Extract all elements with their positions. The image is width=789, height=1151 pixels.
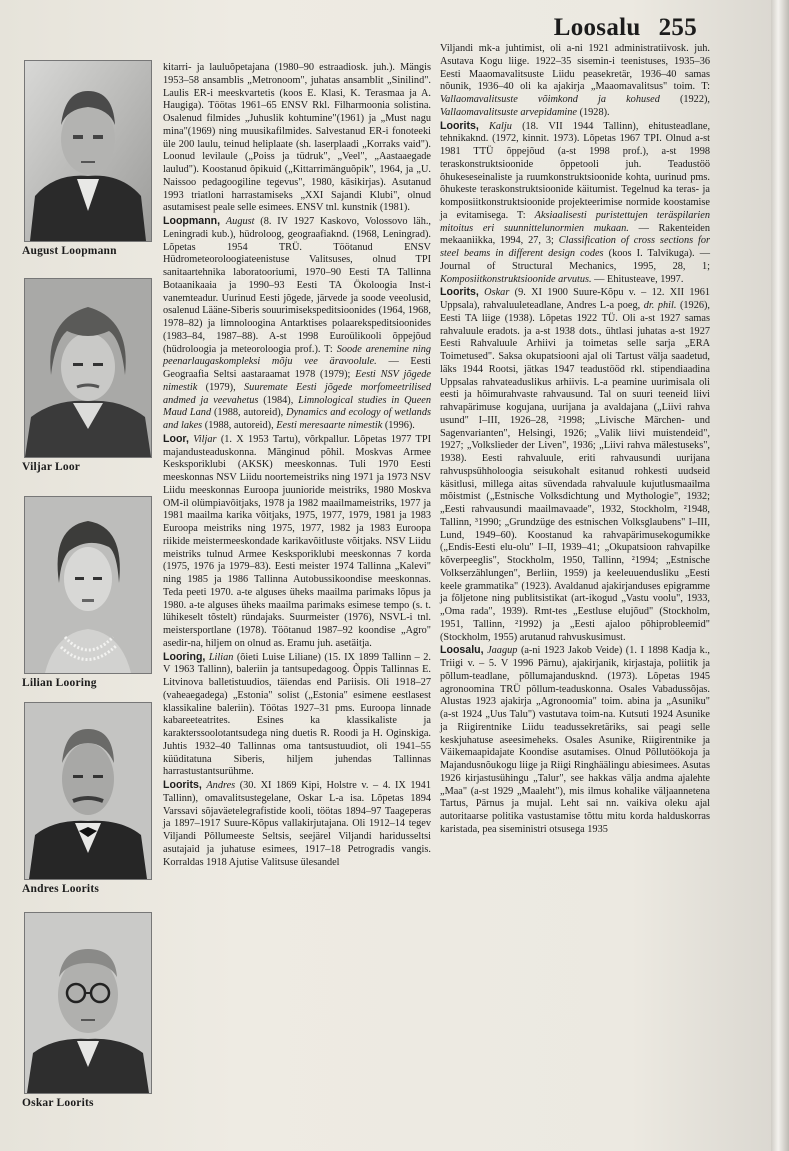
portrait-viljar-loor	[22, 278, 154, 473]
portrait-august-loopmann	[22, 60, 154, 257]
entry-text: (1984),	[263, 394, 294, 406]
portrait-oskar-loorits	[22, 912, 154, 1109]
entry-work: Komposiitkonstruktsioonide arvutus.	[440, 273, 592, 285]
entry-headword: Loosalu,	[440, 644, 484, 657]
entry-degree: dr. phil.	[643, 300, 677, 311]
entry-body: (30. XI 1869 Kipi, Holstre v. – 4. IX 1941 Tallinn), omavalitsustegelane, Oskar L-a isa. Lõpetas 1894 Varssavi sõjaväetelegrafistide kooli, töötas 1894–97 Taageperas ja 1897–1917 Suure-Kõpus vallakirjutajana. Oli 1912–14 tegev Viljandi Põllumeeste Seltsis, seejärel Viljandi haridusseltsi asutajaid ja juhatuse esimees, 1917–18 Petrogradis vangis. Korraldas 1918 Ajutise Valitsuse ülesandel	[163, 780, 431, 868]
entry-text: (1928).	[579, 106, 610, 118]
entry-forename: August	[225, 216, 255, 227]
entry-headword: Loor,	[163, 432, 189, 445]
portrait-caption: Viljar Loor	[22, 461, 81, 473]
portrait-photo	[24, 496, 152, 674]
entry-work: Vallaomavalitsuste võimkond ja kohused	[440, 94, 660, 105]
entry-text: (1996).	[384, 420, 415, 431]
entry-work: Dynamics and ecology of wetlands and lakes	[163, 407, 431, 431]
entry-headword: Loorits,	[163, 779, 202, 791]
entry-headword: Loopmann,	[163, 215, 221, 227]
portrait-caption: Lilian Looring	[22, 677, 97, 689]
entry-work: Classification of cross sections for steel beams in different design codes	[440, 235, 710, 259]
running-header	[554, 14, 697, 42]
header-title: Loosalu	[553, 14, 641, 41]
entry-headword: Looring,	[163, 650, 206, 663]
portrait-caption: Oskar Loorits	[22, 1097, 94, 1109]
portrait-caption: Andres Loorits	[22, 883, 100, 895]
entry-work: Limnological studies in Queen Maud Land	[163, 394, 431, 419]
entry-body: (a-ni 1923 Jakob Veide) (1. I 1898 Kadja k., Triigi v. – 5. V 1996 Pärnu), ajakirjanik, kirjastaja, poliitik ja põllum-teadlane, põllumajandusknd. (1973). Lõpetas 1945 agronoomina TRÜ põllum-teaduskonna. Osales Vabadussõjas. Alustas 1923 ajakirja „Agronoomia" toim. abina ja „Asuniku" (a-st 1924 „Uus Talu") vastutava toim-na. Kutsuti 1924 Asunike ja Riigirentnike Liidu teadussekretäriks, sai peagi selle keskjuhatuse aseesimeheks. Osales Asunike, Riigirentnike ja Väikemaapidajate Koondise asutamises. Olnud Põllutöökoja ja Majandusnõukogu liige ja Riigi Ringhäälingu abiesimees. Asutas 1926 kirjastusühingu „Talur", see hakkas välja andma ajalehte „Maa" (a-st 1929 „Maaleht"), mis ilmus kohalike väljaannetena Tartus, Pärnus ja mujal. Leht sai nn. vaikiva oleku ajal autoritaarse politika vastustamise tõttu mitu korda halduskorras karistada, pea siseministri otsusega 1935	[440, 645, 710, 835]
entry-work: Eesti NSV jõgede nimestik	[163, 369, 431, 393]
portrait-lilian-looring	[22, 496, 154, 689]
entry-forename: Viljar	[193, 433, 217, 445]
entry-headword: Loorits,	[440, 286, 479, 299]
entry-loorits-andres	[163, 779, 431, 869]
entry-body: (õieti Luise Liliane) (15. IX 1899 Tallinn – 2. V 1963 Tallinn), baleriin ja tantsupedagoog. Õppis Tallinnas E. Litvinova balletistuudios, täiendas end Pariisis. Oli 1918–27 (vaheaegadega) „Estonia" solist („Estonia" esimene eestlasest klassikaline baleriin). Töötas 1927–31 pms. Euroopa linnade kabareeteatrites. Esines ka klassikaliste ja karakterssoolotantsudega ning duetis R. Roodi ja H. Oginskiga. Juhtis 1932–40 Tallinnas oma tantsustuudiot, oli 1941–55 küüditatuna Siberis, hiljem juhendas Tallinnas harrastustantsurühme.	[163, 651, 431, 778]
entry-body: (18. VII 1944 Tallinn), ehitusteadlane, tehnikaknd. (1972, kinnit. 1973). Lõpetas 1967 TPI. Olnud a-st 1981 TTÜ õppejõud (a-st 1998 prof.), a-st 1998 teraskonstruktsioonide õppetooli juh. Teadustöö õhukeseseinaliste ja ruumkonstruktsioonide kohta, uurinud pms. õhukeste teraskonstruktsioonide käitumist. Tegelnud ka teras- ja komposiitkonstruktsioonide projekteerimise normide koostamise ja evitamisega. T:	[440, 120, 711, 221]
entry-forename: Lilian	[208, 651, 234, 663]
entry-loopmann-august	[163, 215, 431, 433]
entry-work: Eesti meresaarte nimestik	[276, 420, 383, 431]
page-number: 255	[658, 14, 697, 41]
entry-text: — Ehitusteave, 1997.	[594, 273, 684, 285]
entry-text: Viljandi mk-a juhtimist, oli a-ni 1921 administratiivosk. juh. Asutava Kogu liige. 1922–35 sisemin-i teenistuses, 1935–36 Eesti Maaomavalitsuste Liidu peasekretär, 1936–40 samas nõunik, 1936–40 oli ka ajakirja „Maaomavalitsus" toim. T:	[440, 43, 710, 93]
entry-loorits-kalju	[440, 120, 710, 287]
portrait-photo	[24, 912, 152, 1094]
entry-headword: Loorits,	[440, 119, 479, 132]
entry-body: (9. XI 1900 Suure-Kõpu v. – 12. XII 1961 Uppsala), rahvaluuleteadlane, Andres L-a poeg,	[440, 287, 711, 311]
portrait-caption: August Loopmann	[22, 245, 117, 257]
portrait-photo	[24, 702, 152, 880]
entry-forename: Jaagup	[487, 645, 518, 657]
entry-text: — Rakenteiden mekaaniikka, 1994, 27, 3;	[440, 222, 710, 247]
entry-body: (8. IV 1927 Kaskovo, Volossovo läh., Leningradi kub.), hüdroloog, geograafiaknd. (1968, Leningrad). Lõpetas 1954 TRÜ. Töötanud ENSV Hüdrometeoroloogiateenistuse Valitsuses, olnud TPI sanitaartehnika laboratooriumi, 1970–90 Eesti TA Tallinna Botaanikaaia ja 1990–93 Eesti TA Ökoloogia Inst-i vanemteadur. Uurinud Eesti jõgede, järvede ja soode veeolusid, osalenud Lääne-Siberis souurimisekspeditsioonides (1964, 1968, 1978–82) ja limnoloogina Antarktises polaarekspeditsioonides (1983–84, 1987–88). A-st 1998 Euroülikooli õppejõud (hüdroloogia ja meteoroloogia prof.). T:	[163, 216, 432, 355]
portrait-photo	[24, 278, 152, 458]
entry-body: (1. X 1953 Tartu), võrkpallur. Lõpetas 1977 TPI majandusteaduskonna. Mänginud põhil. Moskvas Armee Kesksporiklubi (AKSK) meeskonnas. Tuli 1970 Eesti meeskonnas NSV Liidu noortemeistriks ning 1971 ja 1973 NSV Liidu meeskonnas Euroopa juunioride meistriks, 1980 Moskva OM-il olümpiavõitjaks, 1978 ja 1982 maailmameistriks, 1977 ja 1981 maailma karika võitjaks, 1975, 1977, 1979, 1981 ja 1983 Euroopa meistriks ning 1975, 1977, 1982 ja 1983 Euroopa riikide meistermeeskondade karikavõitluste võitjaks. NSV Liidu meistriks tulnud Armee Kesksporiklubi meeskonnas 7 korda (1975, 1976 ja 1979–83). Eesti meister 1974 Tallinna „Kalevi" ning 1985 ja 1986 Tallinna Autobussikoondise meeskonnas. Teda peeti 1970. a-te alguses üheks maailma parimaks lõpus ja 1980. a-te alguses üheks maailma parimaks esimese tempo (s. t. lühikeselt tõstelt) ründajaks. Suurmeister (1976), NSVL-i tnl. meistersportlane (1978). Töötanud 1987–92 koondise „Agro" asedir-na, hiljem on olnud as. Eramu juh. asetäitja.	[163, 433, 431, 649]
entry-looring-lilian	[163, 651, 431, 780]
entry-work: Soode arenemine ning peenarlaugaskompleksi mõju vee äravoolule.	[163, 343, 432, 368]
entry-body: (1926), Eesti TA liige (1938). Lõpetas 1922 TÜ. Oli a-st 1927 samas rahvaluule eradots. ja a-st 1938 dots., ühtlasi juhatas a-st 1927 Eesti Rahvaluule Arhiivi ja toimetas selle sarja „ERA Toimetused". Saksa okupatsiooni ajal oli Tartust välja saadetud, läks 1944 Rootsi, jätkas 1947 teadustööd rkl. stipendiaadina Uppsalas rahvateaduslikus arhiivis. L-a peamine uurimisala oli eesti ja hõimurahvaste rahvausund. Tal on suuri teeneid liivi rahvapärimuse kogujana, uurijana ja avaldajana („Liivi rahva usund" I–III, 1926–28, ²1998; „Livische Märchen- und Sagenvarianten", Helsingi, 1926; „Valik liivi muistendeid", 1927; „Volkslieder der Liven", 1936; „Liivi rahva mälestuseks", 1938). Eesti rahvaluule, eriti rahvausundi uurijana rahvuspsühholoogia seisukohalt esitanud rohkesti uudseid käsitlusi, millega aitas süvendada rahvaluule kujutlusmaailma mõistmist („Estnische Volksdichtung und Mythologie", 1932; „Eesti rahvausundi maailmavaade", 1932, Stockholm, ²1948, Tallinn, ³1990; „Grundzüge des estnischen Volksglaubens" I–III, Lund, 1949–60). Koostanud ka rahvapärimusekogumikke („Endis-Eesti elu-olu" I–II, 1939–41; „Okupatsioon rahvapilke kõverpeeglis", Stockholm, 1950, Tallinn, ²1994; „Estnische Volkserzählungen", Berliin, 1959) ja keeleuuendusliku „Eesti keele grammatika" (1923). Avaldanud ajakirjanduses epigramme ja fõljetone ning publitsistikat (art-ikogud „Vastu voolu", 1933, „Oma rada", 1939). Rmt-tes „Eestluse elujõud" (Stockholm, 1951, Tallinn, ²1992) ja „Eesti ajaloo põhiprobleemid" (Stockholm, 1955) arutanud rahvuskusimust.	[440, 300, 711, 643]
entry-forename: Kalju	[489, 120, 512, 132]
entry-work: Aksiaalisesti puristettujen teräspilarien mitoitus eri suunnittelunormien mukaan.	[440, 209, 710, 234]
text-column-2	[440, 43, 710, 837]
entry-loorits-oskar	[440, 286, 710, 644]
entry-continuation: kitarri- ja lauluõpetajana (1980–90 estraadiosk. juh.). Mängis 1953–58 ansamblis „Metronoom", juhatas ansamblit „Sinilind". Laulis ER-i meeskvartetis (koos E. Klasi, K. Terasmaa ja A. Haugiga). Töötas 1961–65 ENSV Rkl. Filharmoonia solistina. Osalenud filmides „Juhuslik kohtumine"(1961) ja „Must nagu mina"(1969) ning muusikafilmides. Salvestanud ER-i fonoteeki üle 200 laulu, teinud heliplaate (sh. laserplaadi „Korraks vaid"). Loonud levilaule („Poiss ja tüdruk", „Veel", „Aastaaegade laulud"). Koostanud õpikuid („Kittarrimänguõpik", 1964, ja „U. Naissoo pedagoogiline tegevus", 1980, käsikirjas). Asutanud 1993 triatloni harrastamiseks „XXI Sajandi Klubi", olnud asutamisest peale selle esimees. ENSV tnl. kunstnik (1981).	[163, 62, 431, 214]
entry-text: (1922),	[679, 94, 710, 105]
entry-loosalu-jaagup	[440, 644, 710, 836]
entry-continuation	[440, 43, 710, 120]
text-column-1	[163, 62, 431, 869]
entry-work: Vallaomavalitsuste arvepidamine	[440, 106, 577, 118]
portrait-photo	[24, 60, 152, 242]
entry-forename: Oskar	[484, 287, 510, 299]
portrait-andres-loorits	[22, 702, 154, 895]
entry-text: (koos I. Talvikuga). — Journal of Structural Mechanics, 1995, 28, 1;	[440, 248, 710, 272]
entry-text: (1988, autoreid),	[214, 407, 284, 419]
book-spine	[771, 0, 789, 1151]
entry-work: Suuremate Eesti jõgede morfomeetrilised andmed ja veevahetus	[163, 381, 432, 406]
entry-forename: Andres	[206, 780, 236, 791]
entry-text: (1988, autoreid),	[204, 420, 274, 431]
entry-loor-viljar	[163, 433, 431, 651]
entry-text: — Eesti Geograafia Seltsi aastaraamat 1978 (1979);	[163, 356, 431, 380]
entry-text: (1979),	[205, 381, 236, 393]
